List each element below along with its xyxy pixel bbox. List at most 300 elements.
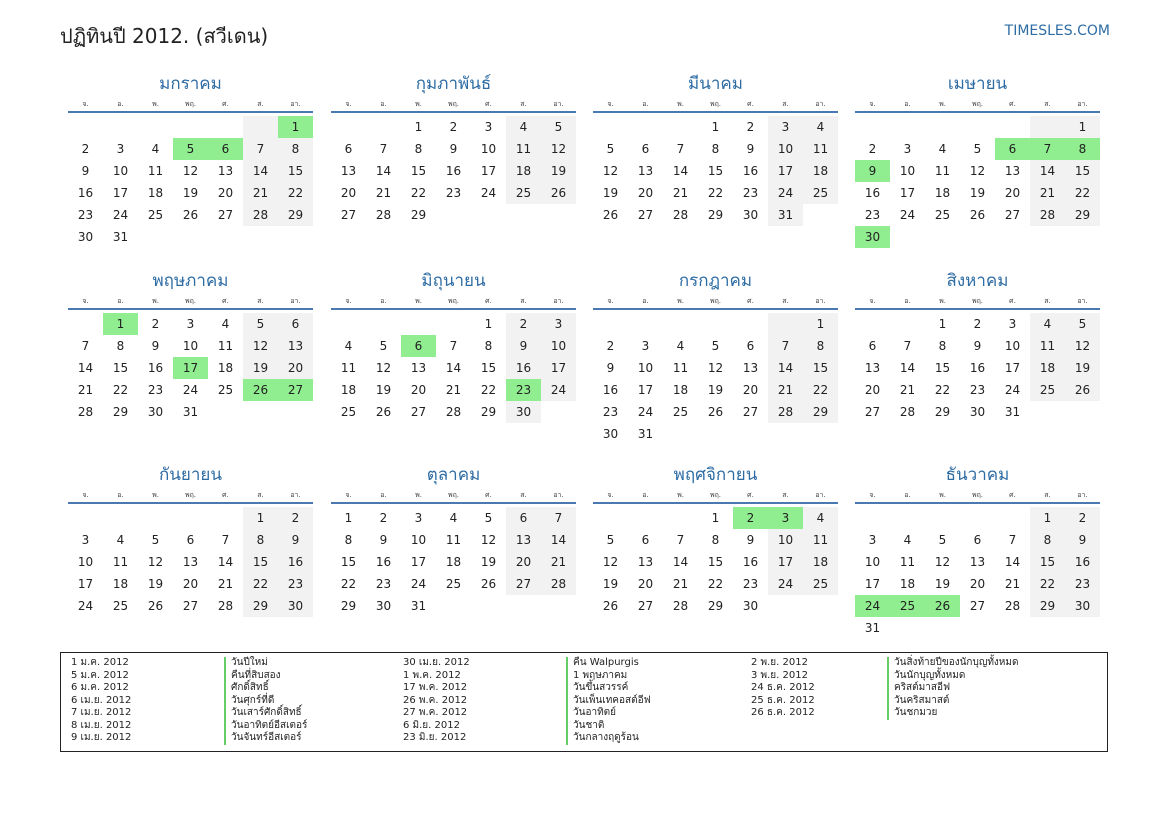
month-name: กุมภาพันธ์	[415, 74, 492, 94]
holiday-day-cell: 17	[173, 357, 208, 379]
holiday-names-column	[224, 657, 307, 745]
empty-cell	[243, 116, 278, 138]
day-cell: 1	[243, 507, 278, 529]
weekday-label: อา.	[815, 491, 826, 499]
day-cell: 17	[541, 357, 576, 379]
day-grid	[331, 113, 576, 226]
weekday-label: จ.	[345, 100, 352, 108]
weekday-label: จ.	[345, 297, 352, 305]
day-cell: 15	[340, 555, 357, 569]
day-cell: 30	[969, 405, 986, 419]
day-cell: 6	[344, 142, 353, 156]
holiday-date: 26 ธ.ค. 2012	[751, 707, 815, 718]
weekday-label: ศ.	[222, 100, 229, 108]
day-cell: 13	[217, 164, 234, 178]
weekday-label: พ.	[939, 297, 946, 305]
day-cell: 26	[602, 208, 619, 222]
month-name: ธันวาคม	[945, 465, 1010, 485]
day-cell: 7	[541, 507, 576, 529]
weekday-label: พฤ.	[447, 491, 460, 499]
empty-cell	[593, 313, 628, 335]
weekday-label: ศ.	[485, 491, 492, 499]
empty-cell	[208, 507, 243, 529]
holiday-day-cell: 27	[278, 379, 313, 401]
holiday-name: วันเพ็นเทคอสต์อีฟ	[573, 694, 651, 706]
day-cell: 5	[151, 533, 160, 547]
day-cell: 11	[445, 533, 462, 547]
day-cell: 6	[868, 339, 877, 353]
day-cell: 8	[711, 533, 720, 547]
day-cell: 10	[768, 529, 803, 551]
day-cell: 4	[1030, 313, 1065, 335]
day-grid	[593, 504, 838, 617]
day-cell: 2	[606, 339, 615, 353]
weekday-label: ศ.	[1009, 100, 1016, 108]
day-cell: 5	[541, 116, 576, 138]
day-cell: 24	[410, 577, 427, 591]
month-name: มกราคม	[159, 74, 222, 94]
holiday-date: 7 เม.ย. 2012	[71, 707, 132, 718]
weekday-label: อ.	[642, 100, 649, 108]
day-cell: 31	[112, 230, 129, 244]
holiday-day-cell: 24	[855, 595, 890, 617]
holiday-name: 1 พฤษภาคม	[573, 669, 628, 681]
holiday-day-cell: 9	[855, 160, 890, 182]
day-cell: 19	[934, 577, 951, 591]
month-calendar	[331, 71, 576, 226]
day-cell: 13	[278, 335, 313, 357]
day-cell: 12	[480, 533, 497, 547]
day-cell: 28	[1030, 204, 1065, 226]
weekday-label: อา.	[553, 491, 564, 499]
day-cell: 24	[112, 208, 129, 222]
day-cell: 15	[1030, 551, 1065, 573]
day-cell: 14	[1004, 555, 1021, 569]
day-cell: 9	[278, 529, 313, 551]
day-cell: 14	[1030, 160, 1065, 182]
day-cell: 27	[182, 599, 199, 613]
holiday-name: วันจันทร์อีสเตอร์	[231, 732, 302, 743]
weekday-label: อา.	[815, 297, 826, 305]
day-cell: 16	[1065, 551, 1100, 573]
month-calendar	[68, 71, 313, 248]
day-cell: 21	[375, 186, 392, 200]
day-cell: 4	[151, 142, 160, 156]
day-cell: 11	[506, 138, 541, 160]
day-cell: 2	[973, 317, 982, 331]
day-cell: 29	[707, 599, 724, 613]
day-grid	[68, 113, 313, 248]
month-name: พฤศจิกายน	[673, 465, 758, 485]
day-cell: 3	[768, 116, 803, 138]
day-cell: 8	[1030, 529, 1065, 551]
day-grid	[68, 310, 313, 423]
day-cell: 12	[375, 361, 392, 375]
holiday-date: 5 ม.ค. 2012	[71, 669, 129, 681]
day-cell: 5	[379, 339, 388, 353]
weekday-label: ส.	[1044, 297, 1051, 305]
day-cell: 29	[480, 405, 497, 419]
day-cell: 25	[934, 208, 951, 222]
day-cell: 15	[803, 357, 838, 379]
empty-cell	[331, 313, 366, 335]
day-cell: 21	[217, 577, 234, 591]
day-grid	[855, 113, 1100, 248]
empty-cell	[890, 313, 925, 335]
day-cell: 10	[768, 138, 803, 160]
day-cell: 14	[217, 555, 234, 569]
day-cell: 24	[768, 182, 803, 204]
day-cell: 20	[410, 383, 427, 397]
day-cell: 23	[742, 577, 759, 591]
day-cell: 29	[803, 401, 838, 423]
day-cell: 7	[243, 138, 278, 160]
weekday-label: อ.	[904, 100, 911, 108]
day-cell: 22	[1030, 573, 1065, 595]
day-cell: 16	[742, 555, 759, 569]
month-calendar	[68, 268, 313, 423]
weekday-label: ศ.	[222, 491, 229, 499]
holiday-date: 26 พ.ค. 2012	[403, 694, 468, 706]
month-calendar	[593, 71, 838, 226]
day-cell: 8	[414, 142, 423, 156]
empty-cell	[890, 116, 925, 138]
day-cell: 28	[899, 405, 916, 419]
day-cell: 5	[606, 533, 615, 547]
weekday-label: อ.	[380, 297, 387, 305]
day-cell: 19	[147, 577, 164, 591]
holiday-name: วันชกมวย	[894, 707, 938, 718]
empty-cell	[855, 507, 890, 529]
empty-cell	[1030, 116, 1065, 138]
day-cell: 25	[217, 383, 234, 397]
holiday-day-cell: 6	[995, 138, 1030, 160]
weekday-label: พ.	[677, 491, 684, 499]
day-cell: 21	[1004, 577, 1021, 591]
day-cell: 7	[768, 335, 803, 357]
day-cell: 31	[637, 427, 654, 441]
weekday-label: ส.	[782, 100, 789, 108]
day-cell: 10	[637, 361, 654, 375]
day-cell: 12	[969, 164, 986, 178]
day-cell: 19	[243, 357, 278, 379]
day-grid	[331, 504, 576, 617]
holiday-day-cell: 23	[506, 379, 541, 401]
empty-cell	[925, 116, 960, 138]
empty-cell	[855, 116, 890, 138]
weekday-label: อา.	[290, 297, 301, 305]
weekday-label: ศ.	[1009, 491, 1016, 499]
page-title: ปฏิทินปี 2012. (สวีเดน)	[60, 24, 269, 48]
day-cell: 27	[410, 405, 427, 419]
holiday-day-cell: 1	[103, 313, 138, 335]
day-cell: 2	[868, 142, 877, 156]
holiday-name: วันคริสมาสต์	[894, 694, 950, 706]
day-cell: 26	[541, 182, 576, 204]
holiday-name: วันขึ้นสวรรค์	[573, 682, 629, 693]
day-cell: 26	[707, 405, 724, 419]
day-cell: 16	[506, 357, 541, 379]
day-cell: 2	[379, 511, 388, 525]
day-cell: 7	[903, 339, 912, 353]
day-cell: 28	[541, 573, 576, 595]
weekday-label: พฤ.	[184, 297, 197, 305]
day-cell: 10	[541, 335, 576, 357]
day-cell: 31	[768, 204, 803, 226]
day-cell: 23	[969, 383, 986, 397]
day-cell: 11	[672, 361, 689, 375]
day-cell: 25	[147, 208, 164, 222]
day-cell: 30	[742, 208, 759, 222]
day-cell: 22	[480, 383, 497, 397]
day-cell: 18	[899, 577, 916, 591]
holiday-dates-column	[403, 657, 543, 745]
holiday-day-cell: 6	[208, 138, 243, 160]
day-cell: 13	[637, 164, 654, 178]
day-grid	[331, 310, 576, 423]
holiday-name: ศักดิ์สิทธิ์	[231, 682, 269, 693]
day-cell: 16	[864, 186, 881, 200]
day-cell: 4	[344, 339, 353, 353]
day-cell: 17	[410, 555, 427, 569]
day-cell: 26	[375, 405, 392, 419]
day-cell: 24	[1004, 383, 1021, 397]
day-cell: 21	[445, 383, 462, 397]
holiday-date: 17 พ.ค. 2012	[403, 682, 468, 693]
day-cell: 24	[182, 383, 199, 397]
weekday-label: ศ.	[222, 297, 229, 305]
day-cell: 16	[742, 164, 759, 178]
day-cell: 22	[707, 577, 724, 591]
day-cell: 6	[641, 533, 650, 547]
day-cell: 12	[707, 361, 724, 375]
day-cell: 25	[506, 182, 541, 204]
month-name: เมษายน	[947, 74, 1008, 94]
holiday-date: 6 มิ.ย. 2012	[403, 719, 460, 731]
day-cell: 14	[77, 361, 94, 375]
day-cell: 12	[602, 164, 619, 178]
weekday-label: อ.	[904, 491, 911, 499]
day-cell: 18	[340, 383, 357, 397]
day-cell: 9	[606, 361, 615, 375]
day-cell: 12	[934, 555, 951, 569]
day-cell: 25	[803, 182, 838, 204]
day-cell: 6	[973, 533, 982, 547]
weekday-header	[593, 294, 838, 310]
day-cell: 29	[112, 405, 129, 419]
day-cell: 26	[602, 599, 619, 613]
day-cell: 10	[182, 339, 199, 353]
day-cell: 6	[746, 339, 755, 353]
day-cell: 15	[1065, 160, 1100, 182]
day-cell: 12	[541, 138, 576, 160]
empty-cell	[698, 313, 733, 335]
day-cell: 14	[445, 361, 462, 375]
month-calendar	[68, 462, 313, 617]
weekday-label: ส.	[782, 297, 789, 305]
day-cell: 22	[934, 383, 951, 397]
day-cell: 4	[221, 317, 230, 331]
weekday-label: ส.	[1044, 100, 1051, 108]
day-cell: 25	[340, 405, 357, 419]
day-cell: 1	[803, 313, 838, 335]
day-grid	[593, 310, 838, 445]
day-cell: 18	[147, 186, 164, 200]
day-cell: 11	[217, 339, 234, 353]
day-cell: 21	[768, 379, 803, 401]
day-cell: 14	[899, 361, 916, 375]
empty-cell	[68, 313, 103, 335]
holiday-name: คืน Walpurgis	[573, 657, 639, 668]
empty-cell	[960, 116, 995, 138]
day-cell: 8	[344, 533, 353, 547]
day-cell: 11	[340, 361, 357, 375]
day-cell: 27	[637, 208, 654, 222]
holiday-name: วันเสาร์ศักดิ์สิทธิ์	[231, 707, 302, 718]
weekday-label: พฤ.	[971, 297, 984, 305]
day-cell: 23	[147, 383, 164, 397]
weekday-label: อา.	[1077, 297, 1088, 305]
day-grid	[68, 504, 313, 617]
holiday-date: 25 ธ.ค. 2012	[751, 694, 815, 706]
day-cell: 22	[410, 186, 427, 200]
day-cell: 13	[182, 555, 199, 569]
day-cell: 26	[147, 599, 164, 613]
month-calendar	[593, 268, 838, 445]
holiday-date: 1 พ.ค. 2012	[403, 669, 461, 681]
day-cell: 17	[768, 551, 803, 573]
holiday-name: วันอาทิตย์	[573, 707, 617, 718]
day-cell: 24	[899, 208, 916, 222]
holiday-date: 2 พ.ย. 2012	[751, 657, 808, 668]
day-cell: 18	[506, 160, 541, 182]
day-cell: 6	[506, 507, 541, 529]
brand-link[interactable]: TIMESLES.COM	[1004, 23, 1110, 39]
day-cell: 9	[746, 533, 755, 547]
holiday-names-column	[887, 657, 1019, 720]
day-cell: 2	[746, 120, 755, 134]
day-cell: 28	[445, 405, 462, 419]
day-cell: 27	[969, 599, 986, 613]
weekday-label: พ.	[415, 100, 422, 108]
day-cell: 20	[864, 383, 881, 397]
day-cell: 9	[81, 164, 90, 178]
day-cell: 15	[934, 361, 951, 375]
day-cell: 4	[803, 507, 838, 529]
day-cell: 2	[278, 507, 313, 529]
empty-cell	[173, 116, 208, 138]
day-cell: 2	[449, 120, 458, 134]
empty-cell	[925, 507, 960, 529]
day-cell: 28	[375, 208, 392, 222]
day-cell: 7	[81, 339, 90, 353]
day-cell: 9	[1065, 529, 1100, 551]
day-cell: 12	[147, 555, 164, 569]
day-cell: 3	[186, 317, 195, 331]
day-cell: 8	[484, 339, 493, 353]
day-cell: 14	[672, 555, 689, 569]
empty-cell	[173, 507, 208, 529]
day-cell: 28	[768, 401, 803, 423]
day-cell: 10	[480, 142, 497, 156]
weekday-header	[331, 488, 576, 504]
day-cell: 2	[506, 313, 541, 335]
empty-cell	[103, 116, 138, 138]
day-cell: 13	[1004, 164, 1021, 178]
day-cell: 9	[151, 339, 160, 353]
day-cell: 4	[676, 339, 685, 353]
day-cell: 13	[864, 361, 881, 375]
day-cell: 20	[340, 186, 357, 200]
day-cell: 8	[278, 138, 313, 160]
holiday-day-cell: 30	[855, 226, 890, 248]
day-cell: 15	[112, 361, 129, 375]
day-cell: 20	[506, 551, 541, 573]
holiday-day-cell: 7	[1030, 138, 1065, 160]
empty-cell	[593, 116, 628, 138]
weekday-label: พฤ.	[709, 491, 722, 499]
weekday-label: พฤ.	[184, 100, 197, 108]
weekday-label: ส.	[520, 297, 527, 305]
day-cell: 13	[742, 361, 759, 375]
weekday-label: พฤ.	[709, 100, 722, 108]
day-cell: 17	[112, 186, 129, 200]
day-cell: 15	[243, 551, 278, 573]
weekday-label: อ.	[642, 297, 649, 305]
empty-cell	[663, 507, 698, 529]
day-cell: 29	[410, 208, 427, 222]
day-cell: 18	[217, 361, 234, 375]
empty-cell	[995, 507, 1030, 529]
empty-cell	[138, 507, 173, 529]
day-cell: 24	[77, 599, 94, 613]
day-cell: 22	[707, 186, 724, 200]
day-cell: 2	[81, 142, 90, 156]
day-cell: 11	[803, 138, 838, 160]
day-cell: 4	[938, 142, 947, 156]
day-cell: 17	[480, 164, 497, 178]
day-cell: 14	[541, 529, 576, 551]
month-calendar	[855, 462, 1100, 639]
holiday-name: คืนที่สิบสอง	[231, 669, 281, 681]
day-cell: 20	[637, 577, 654, 591]
empty-cell	[331, 116, 366, 138]
holiday-day-cell: 5	[173, 138, 208, 160]
day-cell: 28	[243, 204, 278, 226]
day-cell: 7	[676, 533, 685, 547]
weekday-label: อ.	[642, 491, 649, 499]
weekday-header	[68, 294, 313, 310]
weekday-label: อ.	[117, 491, 124, 499]
empty-cell	[890, 507, 925, 529]
day-cell: 19	[602, 186, 619, 200]
day-cell: 6	[641, 142, 650, 156]
day-cell: 15	[707, 555, 724, 569]
day-cell: 17	[864, 577, 881, 591]
day-cell: 18	[934, 186, 951, 200]
day-cell: 27	[217, 208, 234, 222]
weekday-label: พ.	[152, 100, 159, 108]
empty-cell	[138, 116, 173, 138]
day-cell: 11	[112, 555, 129, 569]
weekday-header	[331, 294, 576, 310]
day-cell: 28	[217, 599, 234, 613]
day-cell: 9	[506, 335, 541, 357]
day-cell: 28	[77, 405, 94, 419]
day-cell: 22	[278, 182, 313, 204]
day-cell: 2	[151, 317, 160, 331]
day-cell: 18	[672, 383, 689, 397]
